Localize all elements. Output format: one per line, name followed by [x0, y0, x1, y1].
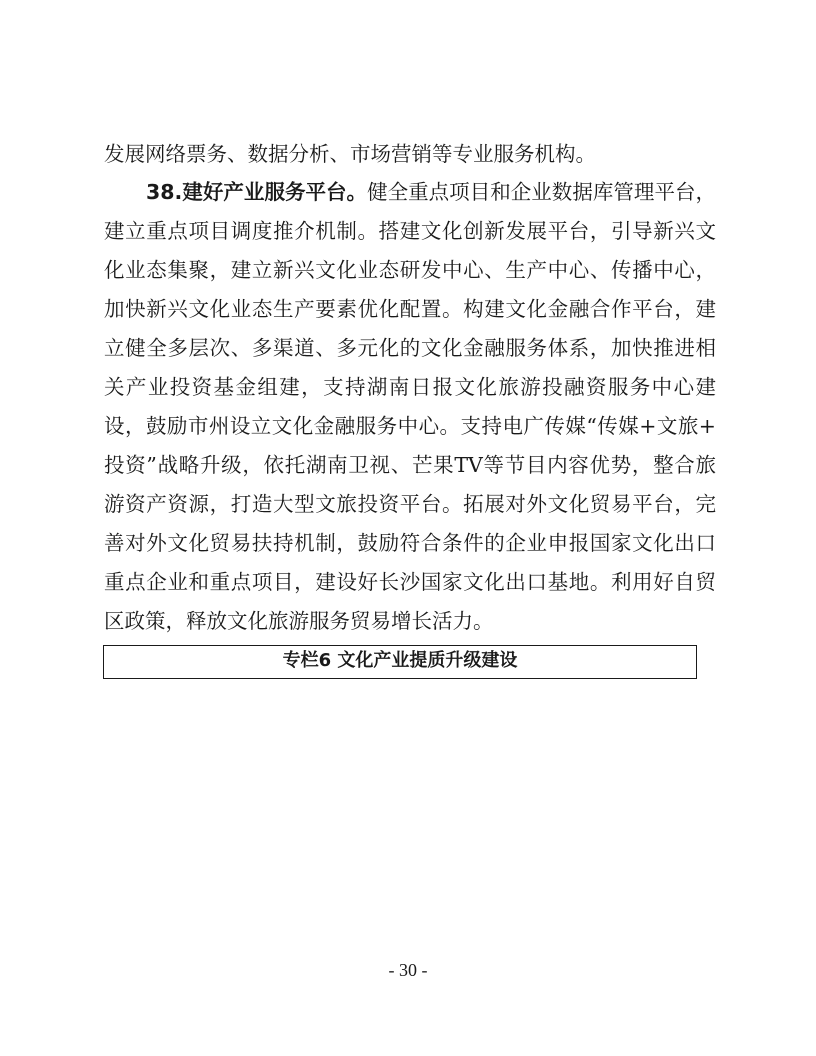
intro-line: 发展网络票务、数据分析、市场营销等专业服务机构。: [104, 142, 596, 166]
paragraph-line: 善对外文化贸易扶持机制，鼓励符合条件的企业申报国家文化出口: [104, 531, 716, 555]
section-first-line: [146, 177, 716, 207]
paragraph-line: 游资产资源，打造大型文旅投资平台。拓展对外文化贸易平台，完: [104, 492, 716, 516]
column-box-title: 专栏6 文化产业提质升级建设: [282, 650, 518, 671]
paragraph-line: 设，鼓励市州设立文化金融服务中心。支持电广传媒“传媒+文旅+: [104, 414, 716, 438]
paragraph-line: 重点企业和重点项目，建设好长沙国家文化出口基地。利用好自贸: [104, 570, 716, 594]
paragraph-line: 加快新兴文化业态生产要素优化配置。构建文化金融合作平台，建: [104, 297, 716, 321]
paragraph-line: 关产业投资基金组建，支持湖南日报文化旅游投融资服务中心建: [104, 375, 716, 399]
paragraph-line: 化业态集聚，建立新兴文化业态研发中心、生产中心、传播中心，: [104, 258, 716, 282]
page-number: - 30 -: [388, 960, 428, 980]
section-heading: 38.建好产业服务平台。: [146, 180, 368, 204]
paragraph-line: 健全重点项目和企业数据库管理平台，: [367, 180, 716, 204]
paragraph-line: 建立重点项目调度推介机制。搭建文化创新发展平台，引导新兴文: [104, 219, 716, 243]
paragraph-line: 区政策，释放文化旅游服务贸易增长活力。: [104, 609, 494, 633]
paragraph-line: 投资”战略升级，依托湖南卫视、芒果TV等节目内容优势，整合旅: [104, 453, 716, 477]
paragraph-line: 立健全多层次、多渠道、多元化的文化金融服务体系，加快推进相: [104, 336, 716, 360]
column-box: [103, 645, 697, 679]
